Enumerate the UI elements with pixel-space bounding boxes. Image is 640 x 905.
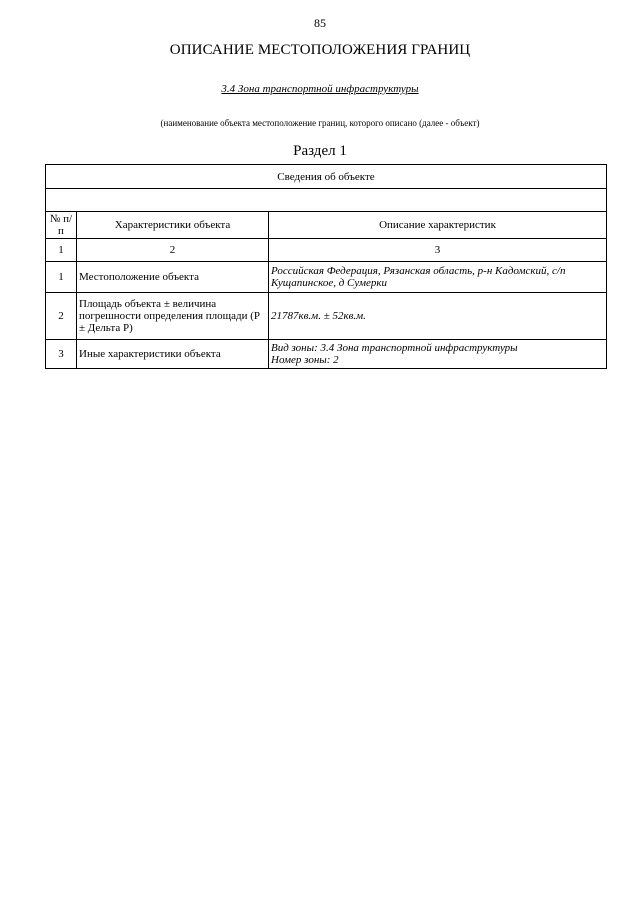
- row-description-line: Номер зоны: 2: [271, 354, 339, 366]
- section-title: Раздел 1: [293, 143, 347, 159]
- object-name-caption: (наименование объекта местоположение границ, которого описано (далее - объект): [160, 118, 480, 128]
- column-index-1: 1: [46, 239, 77, 262]
- row-number: 1: [46, 262, 77, 293]
- page-number: 85: [314, 16, 326, 30]
- object-info-table: [45, 164, 607, 369]
- table-row: [46, 340, 607, 369]
- table-header: Сведения об объекте: [46, 165, 607, 189]
- document-title: ОПИСАНИЕ МЕСТОПОЛОЖЕНИЯ ГРАНИЦ: [169, 42, 471, 58]
- column-header-characteristic: Характеристики объекта: [77, 212, 269, 239]
- table-blank-row: [46, 189, 607, 212]
- table-blank-cell: [46, 189, 607, 212]
- row-description: 21787кв.м. ± 52кв.м.: [269, 293, 607, 340]
- row-description-line: Вид зоны: 3.4 Зона транспортной инфраструктуры: [271, 342, 518, 354]
- row-number: 3: [46, 340, 77, 369]
- column-index-row: [46, 239, 607, 262]
- table-row: [46, 293, 607, 340]
- row-description: Российская Федерация, Рязанская область, р-н Кадомский, с/п Кущапинское, д Сумерки: [269, 262, 607, 293]
- row-characteristic: Местоположение объекта: [77, 262, 269, 293]
- table-row: [46, 262, 607, 293]
- row-description: [269, 340, 607, 369]
- column-index-3: 3: [269, 239, 607, 262]
- row-characteristic: Площадь объекта ± величина погрешности определения площади (Р ± Дельта Р): [77, 293, 269, 340]
- row-characteristic: Иные характеристики объекта: [77, 340, 269, 369]
- table-header-row: [46, 165, 607, 189]
- column-header-row: [46, 212, 607, 239]
- row-number: 2: [46, 293, 77, 340]
- column-index-2: 2: [77, 239, 269, 262]
- object-name: [0, 83, 640, 95]
- column-header-number: № п/п: [46, 212, 77, 239]
- column-header-description: Описание характеристик: [269, 212, 607, 239]
- object-name-text: 3.4 Зона транспортной инфраструктуры: [221, 83, 419, 95]
